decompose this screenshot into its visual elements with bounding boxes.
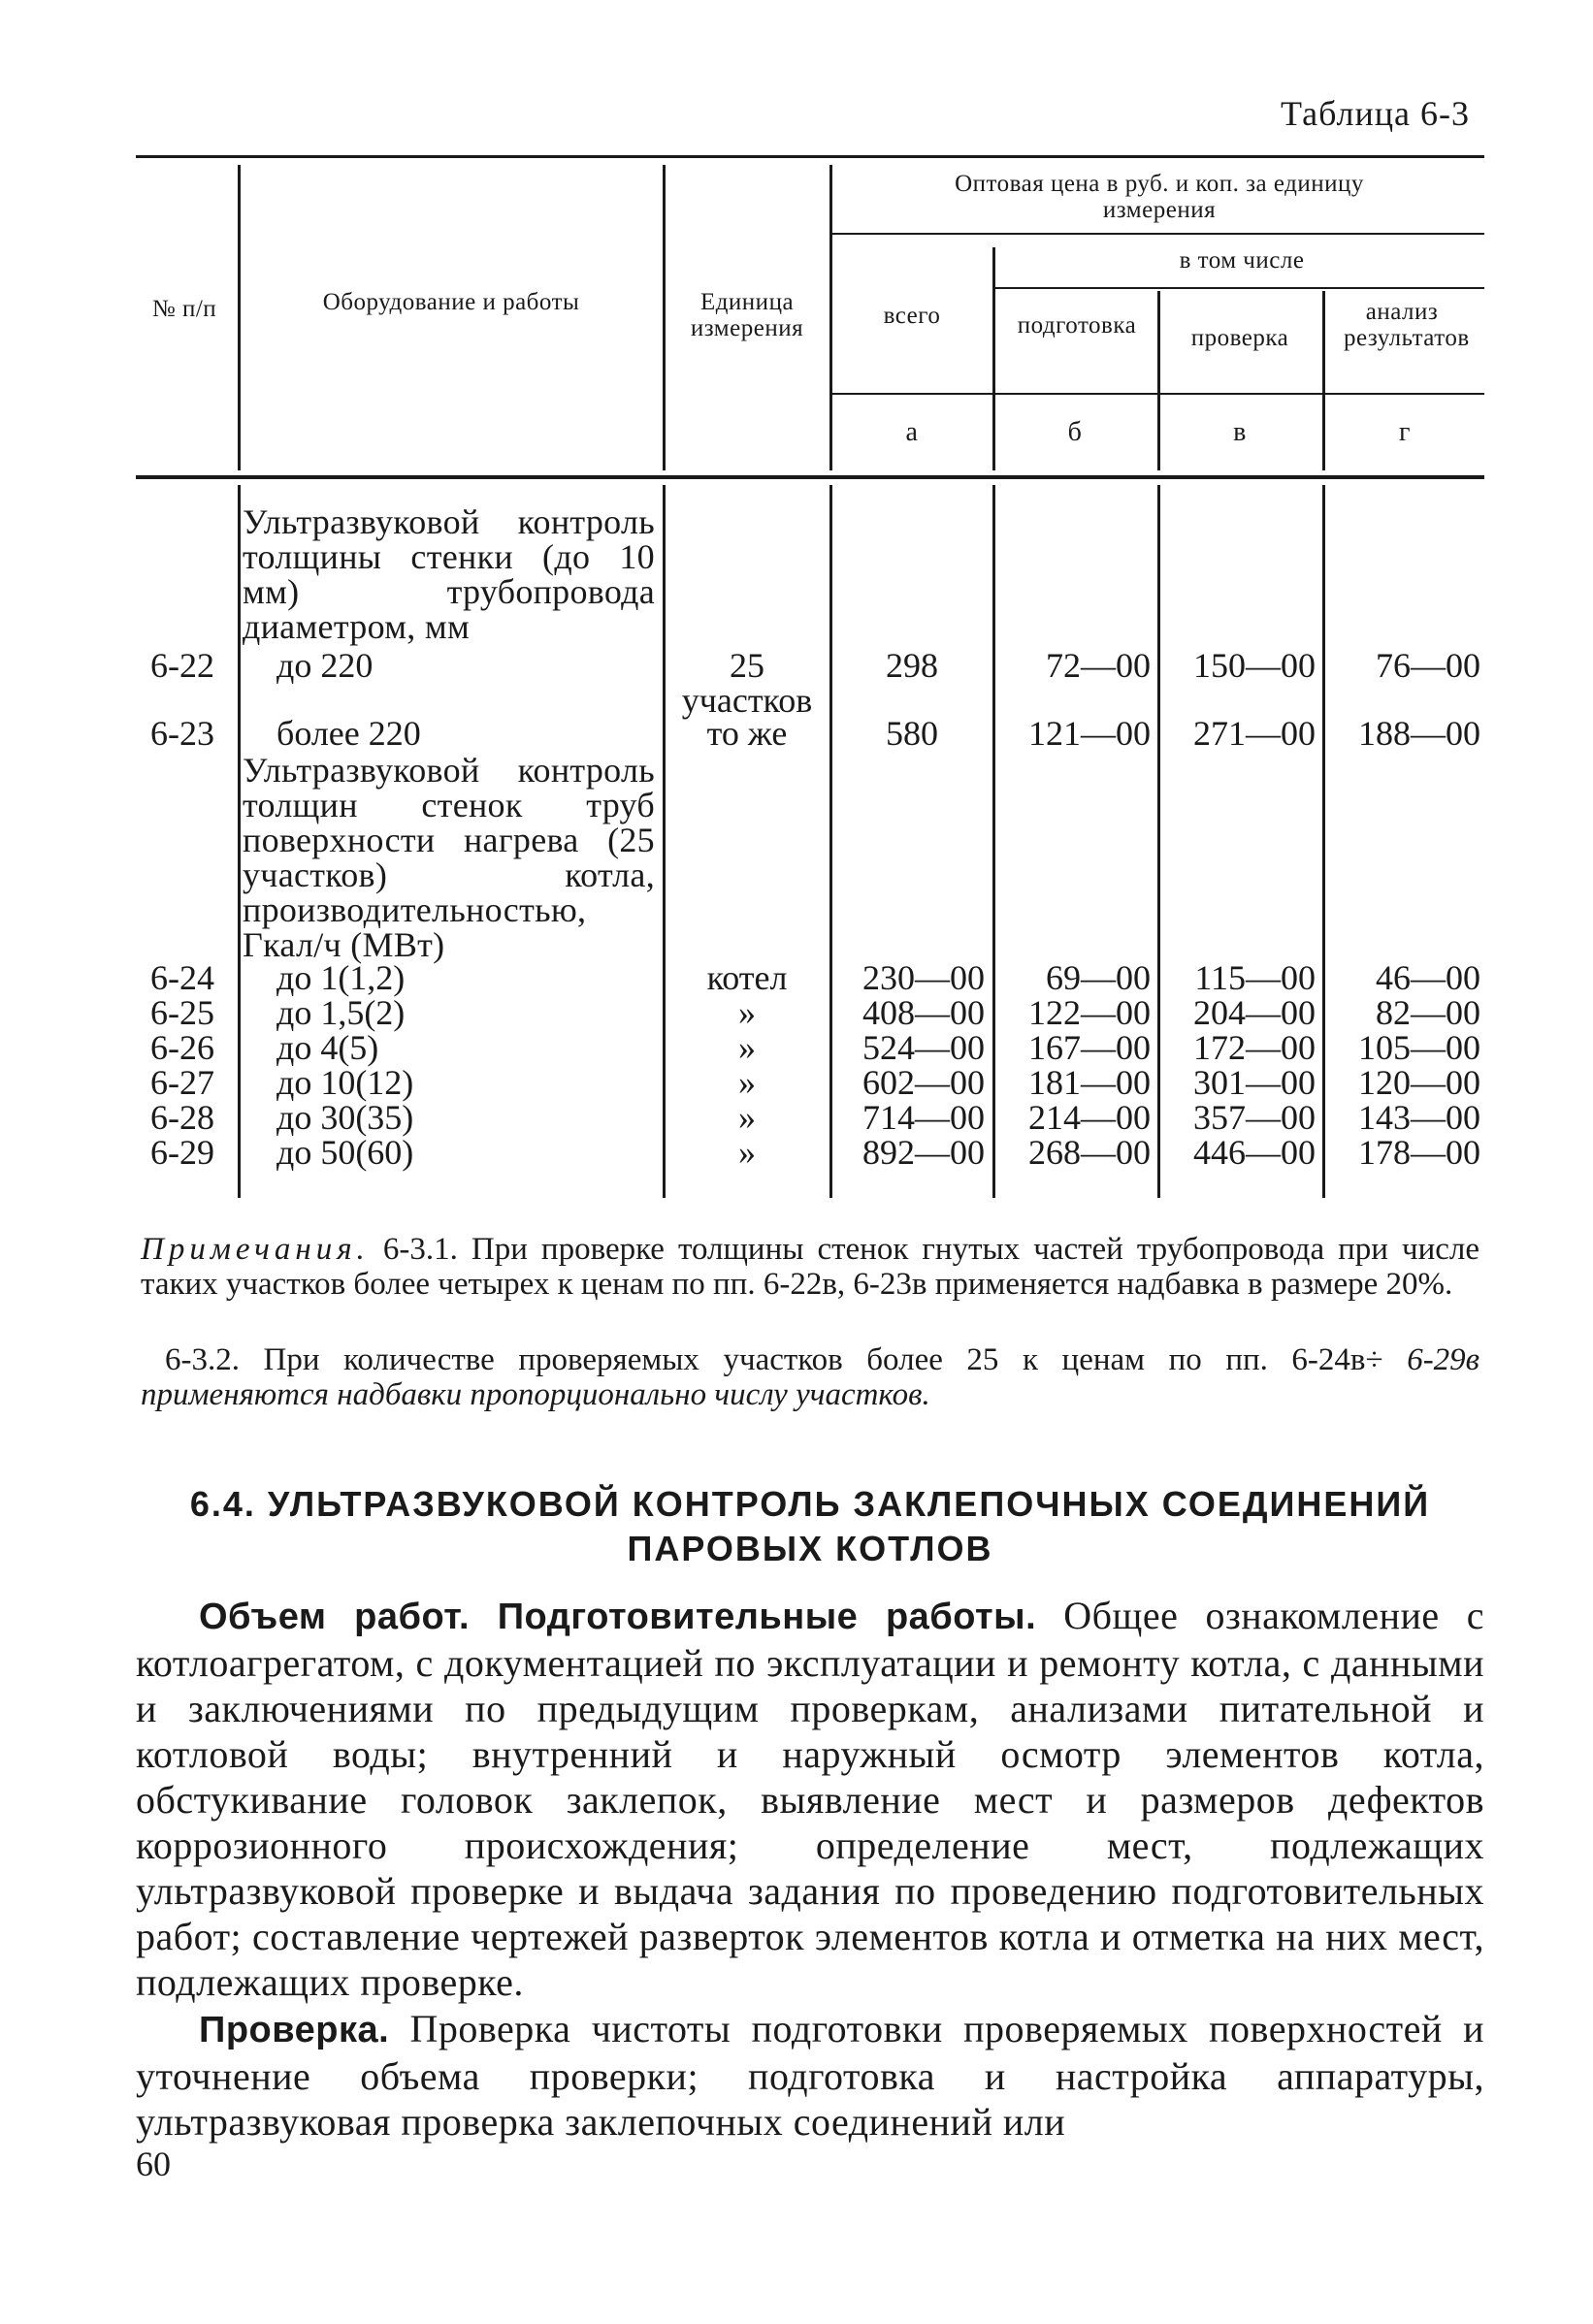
- table-divider: [829, 485, 832, 1198]
- note-1-text: 6-3.1. При проверке толщины стенок гнутых частей трубопровода при числе таких участков более четырех к ценам по пп. 6-22в, 6-23в применяется надбавка в размере 20%.: [141, 1232, 1480, 1302]
- table-divider: [1322, 485, 1325, 1198]
- row-unit: то же: [706, 714, 788, 753]
- row-num: 6-22: [150, 646, 214, 685]
- header-prep: подготовка: [1017, 312, 1137, 339]
- row-analysis: 178—00: [1358, 1133, 1480, 1172]
- group-title: Ультразвуковой контроль толщины стенки (до 10 мм) трубопровода диаметром, мм: [243, 502, 655, 646]
- header-letter-v: в: [1233, 417, 1247, 447]
- price-group-rule: [832, 233, 1484, 235]
- row-num: 6-24: [150, 958, 214, 997]
- row-unit: »: [738, 1133, 756, 1172]
- row-name: до 10(12): [276, 1063, 414, 1102]
- row-name: до 4(5): [276, 1028, 379, 1067]
- table-divider: [829, 165, 832, 470]
- notes-label: Примечания.: [141, 1232, 370, 1267]
- table-divider: [663, 165, 666, 470]
- row-prep: 268—00: [1028, 1133, 1151, 1172]
- row-unit: »: [738, 1028, 756, 1067]
- paragraph-check-heading: Проверка.: [199, 2010, 390, 2050]
- row-unit: котел: [706, 958, 788, 997]
- header-letter-b: б: [1067, 417, 1083, 447]
- row-check: 446—00: [1193, 1133, 1316, 1172]
- header-analysis: анализ результатов: [1344, 299, 1470, 351]
- table-divider: [238, 485, 241, 1198]
- header-num: № п/п: [151, 296, 217, 322]
- row-num: 6-26: [150, 1028, 214, 1067]
- paragraph-check-text: Проверка чистоты подготовки проверяемых поверхностей и уточнение объема проверки; подготовка и настройка аппаратуры, ультразвуковая проверка заклепочных соединений или: [136, 2007, 1484, 2144]
- row-unit: »: [738, 1098, 756, 1137]
- row-unit: »: [738, 1063, 756, 1102]
- header-letter-g: г: [1399, 417, 1411, 447]
- row-analysis: 46—00: [1376, 958, 1480, 997]
- row-prep: 122—00: [1028, 993, 1151, 1032]
- incl-group-rule: [994, 287, 1484, 289]
- row-total: 892—00: [862, 1133, 985, 1172]
- row-analysis: 76—00: [1376, 646, 1480, 685]
- paragraph-scope-text: Общее ознакомление с котлоагрегатом, с документацией по эксплуатации и ремонту котла, с данными и заключениями по предыдущим проверкам, анализами питательной и котловой воды; внутренний и наружный осмотр элементов котла, обстукивание головок заклепок, выявление мест и размеров дефектов коррозионного происхождения; определение мест, подлежащих ультразвуковой проверке и выдача задания по проведению подготовительных работ; составление чертежей разверток элементов котла и отметка на них мест, подлежащих проверке.: [136, 1594, 1485, 2004]
- header-unit: Единица измерения: [690, 289, 804, 341]
- table-caption: Таблица 6-3: [1281, 94, 1470, 133]
- row-prep: 181—00: [1028, 1063, 1151, 1102]
- row-check: 115—00: [1194, 958, 1316, 997]
- row-total: 602—00: [862, 1063, 985, 1102]
- row-num: 6-23: [150, 714, 214, 753]
- header-total: всего: [883, 303, 941, 329]
- row-analysis: 188—00: [1358, 714, 1480, 753]
- table-divider: [1157, 485, 1160, 1198]
- section-title-line1: 6.4. УЛЬТРАЗВУКОВОЙ КОНТРОЛЬ ЗАКЛЕПОЧНЫХ СОЕДИНЕНИЙ: [189, 1484, 1431, 1524]
- paragraph-scope-heading: Объем работ. Подготовительные работы.: [199, 1597, 1037, 1637]
- row-total: 714—00: [862, 1098, 985, 1137]
- section-title: [141, 1482, 1479, 1571]
- row-unit: 25 участков: [681, 646, 813, 720]
- row-total: 230—00: [862, 958, 985, 997]
- table-divider: [663, 485, 666, 1198]
- row-total: 580: [886, 714, 938, 753]
- table-divider: [1157, 291, 1160, 470]
- row-prep: 167—00: [1028, 1028, 1151, 1067]
- row-total: 298: [886, 646, 938, 685]
- table-divider: [238, 165, 241, 470]
- row-analysis: 82—00: [1376, 993, 1480, 1032]
- row-check: 301—00: [1193, 1063, 1316, 1102]
- note-2-italic: 6-29в применяются надбавки пропорционально числу участков.: [141, 1342, 1480, 1412]
- note-2-text: 6-3.2. При количестве проверяемых участков более 25 к ценам по пп. 6-24в÷: [165, 1342, 1383, 1377]
- page-number: 60: [136, 2145, 171, 2183]
- row-num: 6-27: [150, 1063, 214, 1102]
- row-name: до 1(1,2): [276, 958, 406, 997]
- row-total: 524—00: [862, 1028, 985, 1067]
- paragraph-scope: [136, 1593, 1484, 2005]
- table-top-rule: [136, 155, 1484, 158]
- header-incl-group: в том числе: [1179, 247, 1305, 274]
- row-check: 172—00: [1193, 1028, 1316, 1067]
- row-prep: 121—00: [1028, 714, 1151, 753]
- row-name: до 30(35): [276, 1098, 414, 1137]
- row-num: 6-25: [150, 993, 214, 1032]
- row-num: 6-29: [150, 1133, 214, 1172]
- header-equipment: Оборудование и работы: [322, 289, 580, 315]
- row-prep: 72—00: [1046, 646, 1151, 685]
- table-divider: [992, 485, 995, 1198]
- row-name: до 50(60): [276, 1133, 414, 1172]
- table-header-bottom-rule: [136, 475, 1484, 479]
- row-check: 271—00: [1193, 714, 1316, 753]
- table-divider: [1322, 291, 1325, 470]
- row-name: до 220: [276, 646, 374, 685]
- header-price-group: Оптовая цена в руб. и коп. за единицу измерения: [955, 171, 1364, 223]
- row-unit: »: [738, 993, 756, 1032]
- paragraph-check: [136, 2006, 1484, 2145]
- row-total: 408—00: [862, 993, 985, 1032]
- header-letter-a: а: [905, 417, 919, 447]
- row-check: 204—00: [1193, 993, 1316, 1032]
- row-check: 357—00: [1193, 1098, 1316, 1137]
- note-1: [141, 1232, 1479, 1302]
- row-analysis: 105—00: [1358, 1028, 1480, 1067]
- note-2: [141, 1342, 1479, 1412]
- table-divider: [992, 247, 995, 470]
- section-title-line2: ПАРОВЫХ КОТЛОВ: [627, 1529, 993, 1568]
- row-prep: 69—00: [1046, 958, 1151, 997]
- row-name: до 1,5(2): [276, 993, 406, 1032]
- row-num: 6-28: [150, 1098, 214, 1137]
- header-check: проверка: [1190, 325, 1289, 351]
- row-check: 150—00: [1193, 646, 1316, 685]
- row-analysis: 143—00: [1358, 1098, 1480, 1137]
- row-analysis: 120—00: [1358, 1063, 1480, 1102]
- row-name: более 220: [276, 714, 421, 753]
- group-title: Ультразвуковой контроль толщин стенок труб поверхности нагрева (25 участков) котла, производительностью, Гкал/ч (МВт): [243, 751, 655, 964]
- row-prep: 214—00: [1028, 1098, 1151, 1137]
